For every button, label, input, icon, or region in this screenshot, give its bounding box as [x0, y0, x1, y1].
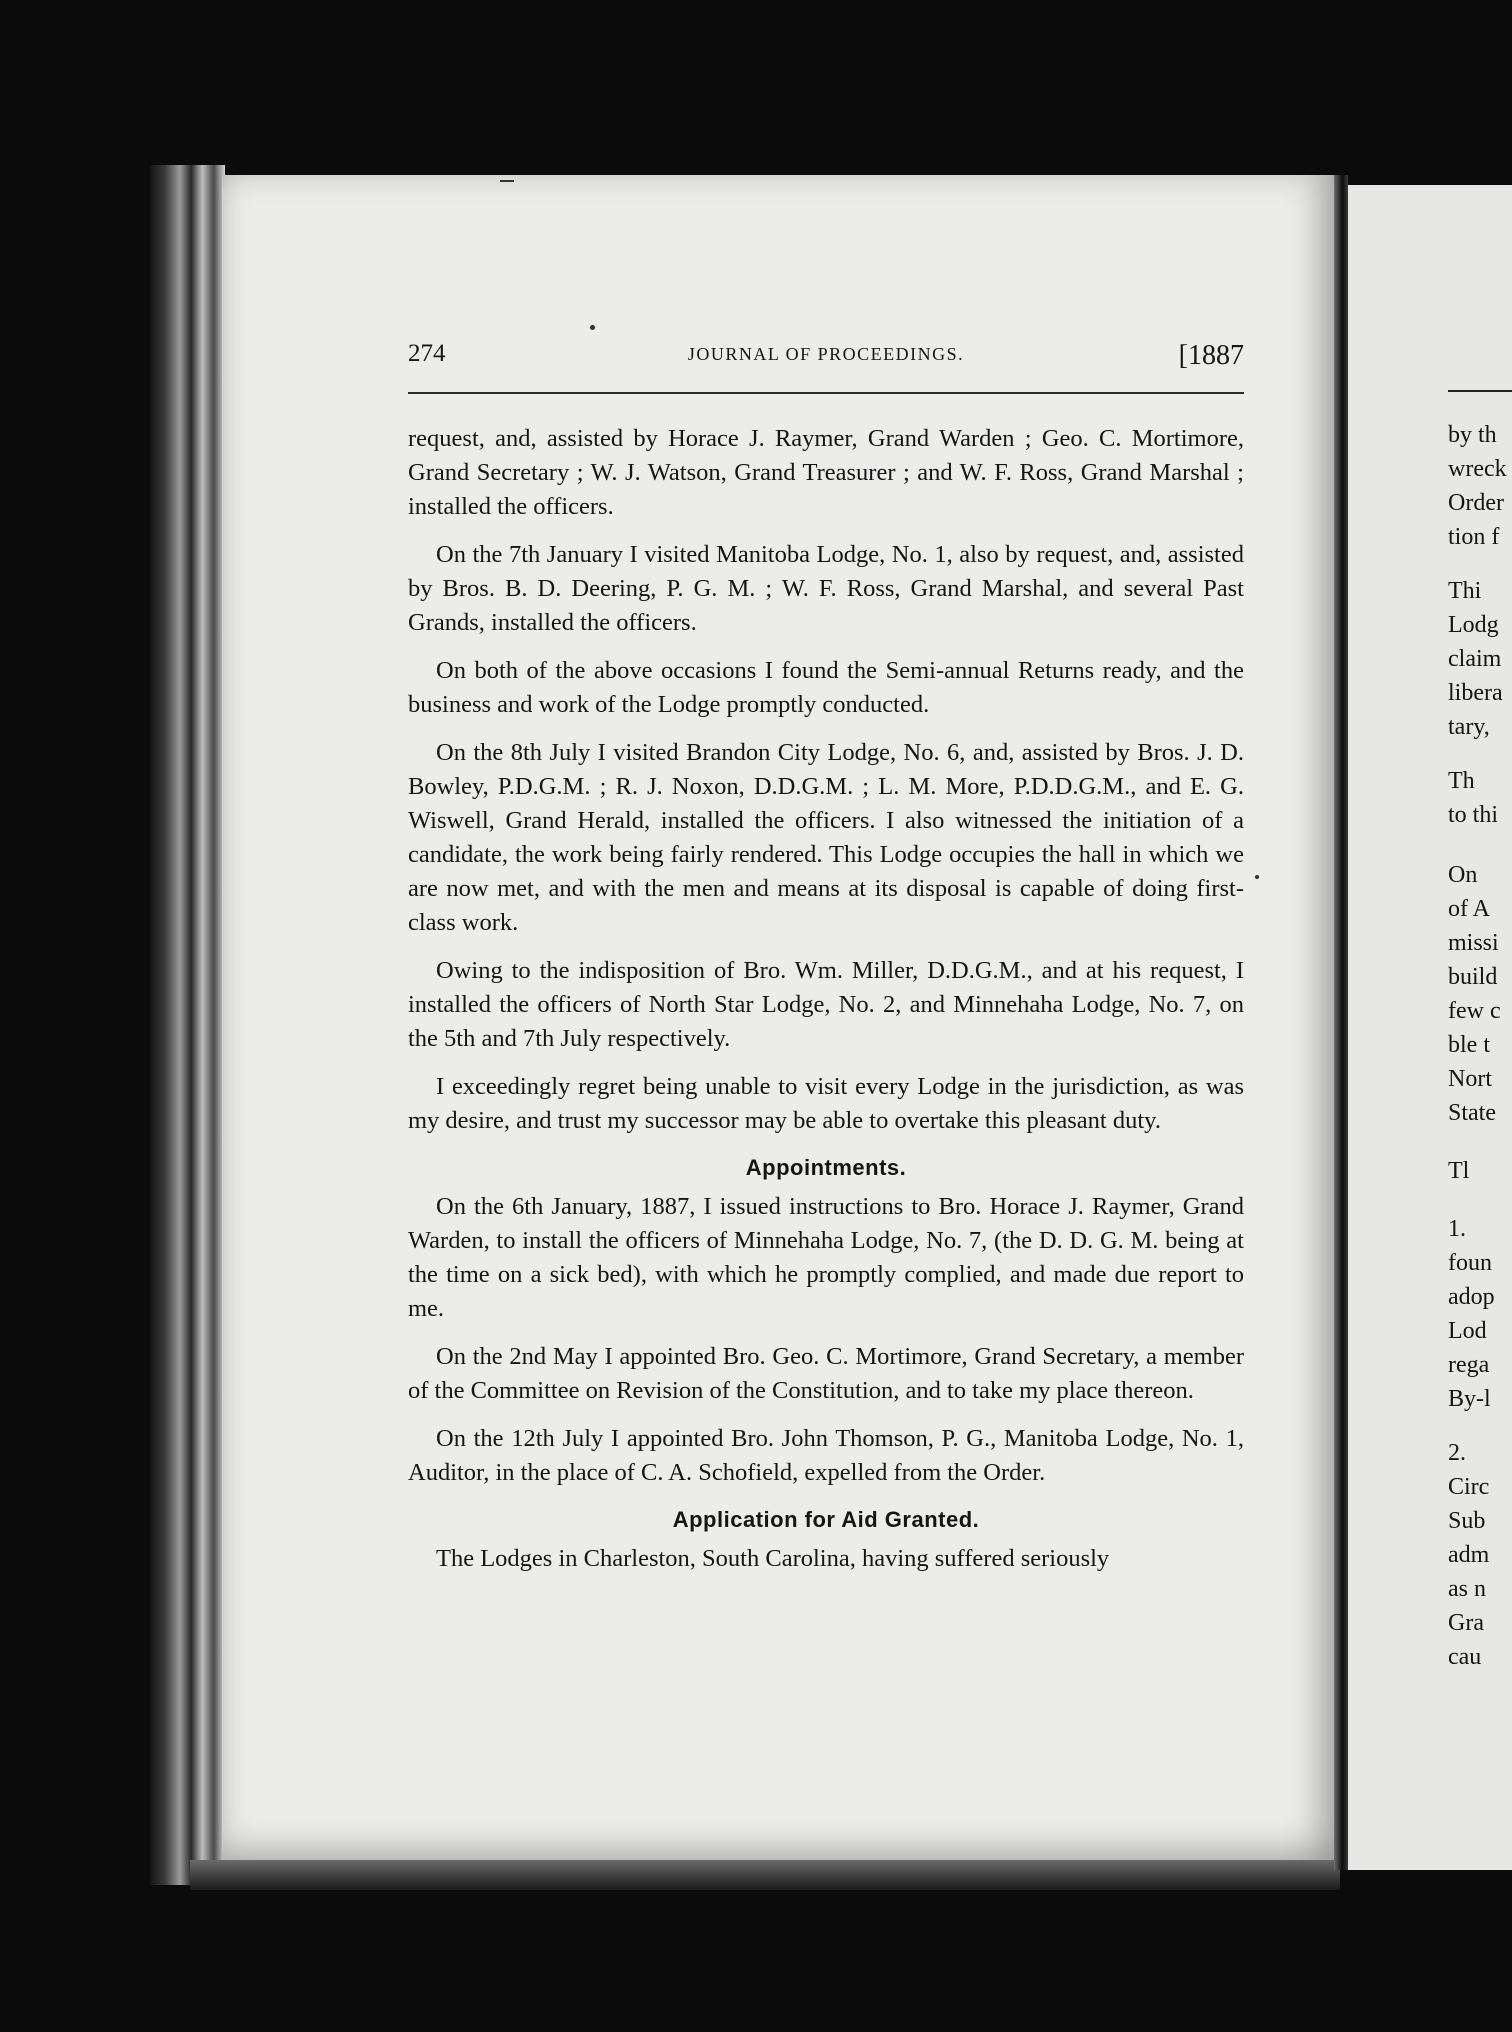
facing-page-fragment: few c — [1448, 998, 1501, 1024]
facing-page-fragment: of A — [1448, 896, 1490, 922]
header-year: [1887 — [1178, 340, 1244, 371]
body-text — [408, 422, 1244, 1590]
facing-page-fragment: 1. — [1448, 1216, 1466, 1242]
scan-mark — [500, 180, 514, 182]
paragraph: Owing to the indisposition of Bro. Wm. Miller, D.D.G.M., and at his request, I installed the officers of North Star Lodge, No. 2, and Minnehaha Lodge, No. 7, on the 5th and 7th July respectively. — [408, 957, 1244, 1052]
book-spine-edge — [150, 165, 225, 1885]
facing-page-fragment: cau — [1448, 1644, 1482, 1670]
facing-page-fragment: Nort — [1448, 1066, 1492, 1092]
paragraph: On the 8th July I visited Brandon City Lodge, No. 6, and, assisted by Bros. J. D. Bowley, P.D.G.M. ; R. J. Noxon, D.D.G.M. ; L. M. More, P.D.D.G.M., and E. G. Wiswell, Grand Herald, installed the officers. I also witnessed the initiation of a candidate, the work being fairly rendered. This Lodge occupies the hall in which we are now met, and with the men and means at its disposal is capable of doing first-class work. — [408, 739, 1244, 936]
paragraph: On both of the above occasions I found the Semi-annual Returns ready, and the business and work of the Lodge promptly conducted. — [408, 657, 1244, 718]
facing-page-fragment: By-l — [1448, 1386, 1491, 1412]
facing-page-fragment: State — [1448, 1100, 1496, 1126]
facing-page-fragment: by th — [1448, 422, 1497, 448]
facing-page-fragment: claim — [1448, 646, 1502, 672]
header-rule — [408, 392, 1244, 394]
facing-page-fragment: Order — [1448, 490, 1504, 516]
section-heading-application-for-aid: Application for Aid Granted. — [672, 1507, 980, 1532]
facing-page-fragment: Gra — [1448, 1610, 1484, 1636]
facing-page-fragment: build — [1448, 964, 1498, 990]
facing-page-fragment: foun — [1448, 1250, 1492, 1276]
facing-page-fragment: On — [1448, 862, 1478, 888]
facing-page-fragment: as n — [1448, 1576, 1486, 1602]
book-gutter — [1334, 175, 1348, 1870]
facing-page-fragment: libera — [1448, 680, 1503, 706]
facing-page-fragment: tary, — [1448, 714, 1490, 740]
scan-mark — [1255, 875, 1259, 879]
facing-page-header-rule — [1448, 390, 1512, 392]
facing-page-fragment: Thi — [1448, 578, 1482, 604]
facing-page-fragment: wreck — [1448, 456, 1507, 482]
paragraph: request, and, assisted by Horace J. Raymer, Grand Warden ; Geo. C. Mortimore, Grand Secretary ; W. J. Watson, Grand Treasurer ; and W. F. Ross, Grand Marshal ; installed the officers. — [408, 425, 1244, 520]
running-header — [408, 340, 1244, 376]
facing-page-fragment: to thi — [1448, 802, 1499, 828]
paragraph: On the 7th January I visited Manitoba Lodge, No. 1, also by request, and, assisted by Bros. B. D. Deering, P. G. M. ; W. F. Ross, Grand Marshal, and several Past Grands, installed the officers. — [408, 541, 1244, 636]
facing-page-fragment: Tl — [1448, 1158, 1470, 1184]
facing-page-fragment: ble t — [1448, 1032, 1490, 1058]
section-heading-appointments: Appointments. — [745, 1155, 907, 1180]
page-number: 274 — [408, 340, 446, 367]
running-title: JOURNAL OF PROCEEDINGS. — [687, 344, 965, 364]
paragraph: I exceedingly regret being unable to visit every Lodge in the jurisdiction, as was my desire, and trust my successor may be able to overtake this pleasant duty. — [408, 1073, 1244, 1134]
facing-page-fragment: adop — [1448, 1284, 1495, 1310]
facing-page-fragment: 2. — [1448, 1440, 1466, 1466]
paragraph: On the 12th July I appointed Bro. John Thomson, P. G., Manitoba Lodge, No. 1, Auditor, in the place of C. A. Schofield, expelled from the Order. — [408, 1425, 1244, 1486]
facing-page-fragment: Lod — [1448, 1318, 1487, 1344]
paragraph: The Lodges in Charleston, South Carolina, having suffered seriously — [436, 1545, 1110, 1572]
page-bottom-shadow — [190, 1860, 1340, 1890]
facing-page-fragment: adm — [1448, 1542, 1490, 1568]
paragraph: On the 6th January, 1887, I issued instructions to Bro. Horace J. Raymer, Grand Warden, to install the officers of Minnehaha Lodge, No. 7, (the D. D. G. M. being at the time on a sick bed), with which he promptly complied, and made due report to me. — [408, 1193, 1244, 1322]
facing-page-fragment: missi — [1448, 930, 1499, 956]
facing-page-fragment: Th — [1448, 768, 1475, 794]
scan-mark — [590, 325, 595, 330]
facing-page-fragment: tion f — [1448, 524, 1500, 550]
facing-page-fragment: Circ — [1448, 1474, 1490, 1500]
facing-page-fragment: Lodg — [1448, 612, 1499, 638]
paragraph: On the 2nd May I appointed Bro. Geo. C. Mortimore, Grand Secretary, a member of the Committee on Revision of the Constitution, and to take my place thereon. — [408, 1343, 1244, 1404]
facing-page-fragment: Sub — [1448, 1508, 1486, 1534]
facing-page-fragment: rega — [1448, 1352, 1490, 1378]
